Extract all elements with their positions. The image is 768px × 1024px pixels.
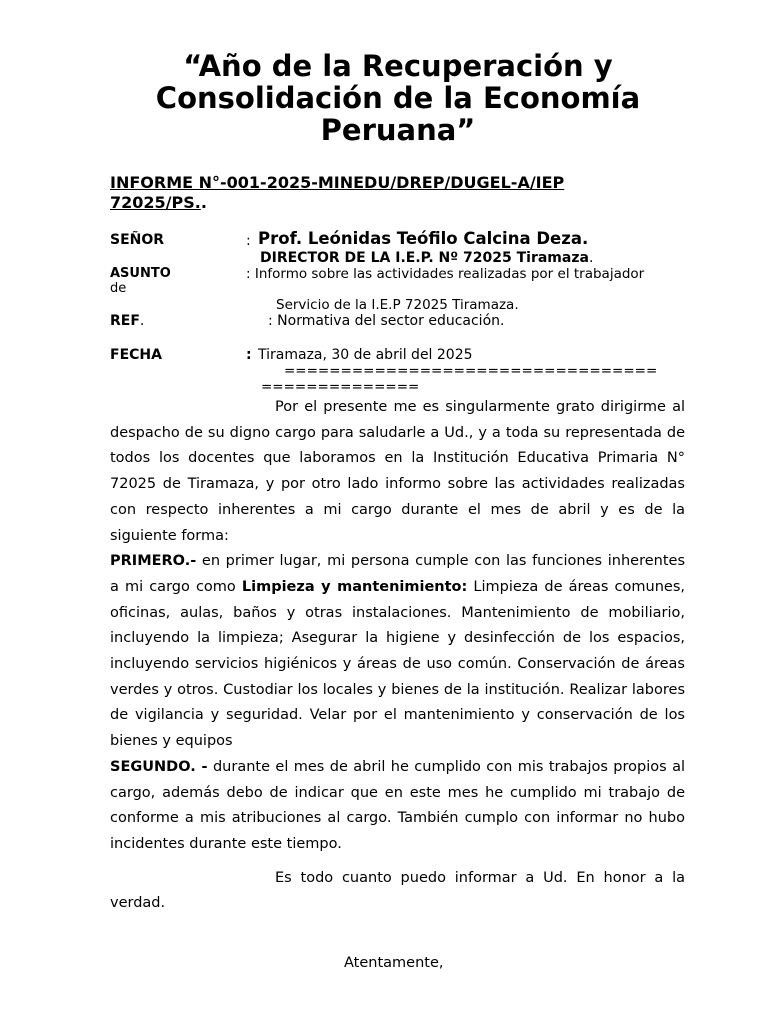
fecha-colon: :: [246, 347, 252, 363]
motto-line-2: Consolidación de la Economía: [155, 81, 641, 115]
ref-label-group: [110, 313, 144, 329]
ref-value: : Normativa del sector educación.: [268, 313, 505, 329]
ref-label: REF: [110, 313, 140, 329]
segundo-paragraph: [110, 755, 685, 858]
separator-line-2: ==============: [261, 379, 420, 395]
primero-text-1: en primer lugar, mi persona cumple con las funciones inherentes a mi cargo como: [110, 553, 685, 595]
segundo-label: SEGUNDO. -: [110, 758, 208, 775]
intro-paragraph: Por el presente me es singularmente grato dirigirme al despacho de su digno cargo para saludarle a Ud., y a toda su representada de todos los docentes que laboramos en la Institución Educativa Primaria N° 72025 de Tiramaza, y por otro lado informo sobre las actividades realizadas con respecto inherentes a mi cargo durante el mes de abril y es de la siguiente forma:: [110, 399, 685, 544]
primero-bold: Limpieza y mantenimiento:: [241, 578, 468, 595]
asunto-value: : Informo sobre las actividades realizadas por el trabajador: [246, 266, 645, 282]
recipient-title-text: DIRECTOR DE LA I.E.P. Nº 72025 Tiramaza: [260, 250, 589, 266]
recipient-title: [260, 250, 593, 266]
asunto-label: ASUNTO: [110, 266, 171, 281]
primero-text-2: Limpieza de áreas comunes, oficinas, aulas, baños y otras instalaciones. Mantenimiento de mobiliario, incluyendo la limpieza; Asegurar la higiene y desinfección de los espacios, incluyendo servicios higiénicos y áreas de uso común. Conservación de áreas verdes y otros. Custodiar los locales y bienes de la institución. Realizar labores de vigilancia y seguridad. Velar por el mantenimiento y conservación de los bienes y equipos: [110, 578, 685, 750]
recipient-name: Prof. Leónidas Teófilo Calcina Deza.: [258, 229, 589, 248]
separator-line-1: =================================: [284, 363, 658, 379]
primero-label: PRIMERO.-: [110, 553, 197, 570]
motto-line-3: Peruana”: [320, 113, 476, 147]
senor-label: SEÑOR: [110, 232, 165, 248]
year-motto: [110, 50, 686, 146]
report-body: [110, 395, 685, 917]
report-number-line-1: INFORME N°-001-2025-MINEDU/DREP/DUGEL-A/IEP: [110, 173, 565, 192]
closing-paragraph: Es todo cuanto puedo informar a Ud. En honor a la verdad.: [110, 869, 685, 912]
asunto-continuation-de: de: [110, 281, 127, 296]
sign-off: Atentamente,: [344, 955, 444, 971]
senor-colon: :: [246, 233, 251, 249]
segundo-text: durante el mes de abril he cumplido con mis trabajos propios al cargo, además debo de indicar que en este mes he cumplido mi trabajo de conforme a mis atribuciones al cargo. También cumplo con informar no hubo incidentes durante este tiempo.: [110, 758, 685, 852]
report-number: [110, 173, 670, 213]
motto-line-1: “Año de la Recuperación y: [183, 49, 613, 83]
primero-paragraph: [110, 549, 685, 755]
recipient-title-dot: .: [588, 250, 594, 266]
report-number-line-2: 72025/PS.: [110, 193, 201, 212]
fecha-value: Tiramaza, 30 de abril del 2025: [258, 347, 473, 363]
asunto-continuation: Servicio de la I.E.P 72025 Tiramaza.: [276, 297, 519, 313]
report-number-suffix: .: [200, 193, 207, 212]
ref-dot: .: [139, 313, 145, 329]
fecha-label: FECHA: [110, 347, 162, 363]
